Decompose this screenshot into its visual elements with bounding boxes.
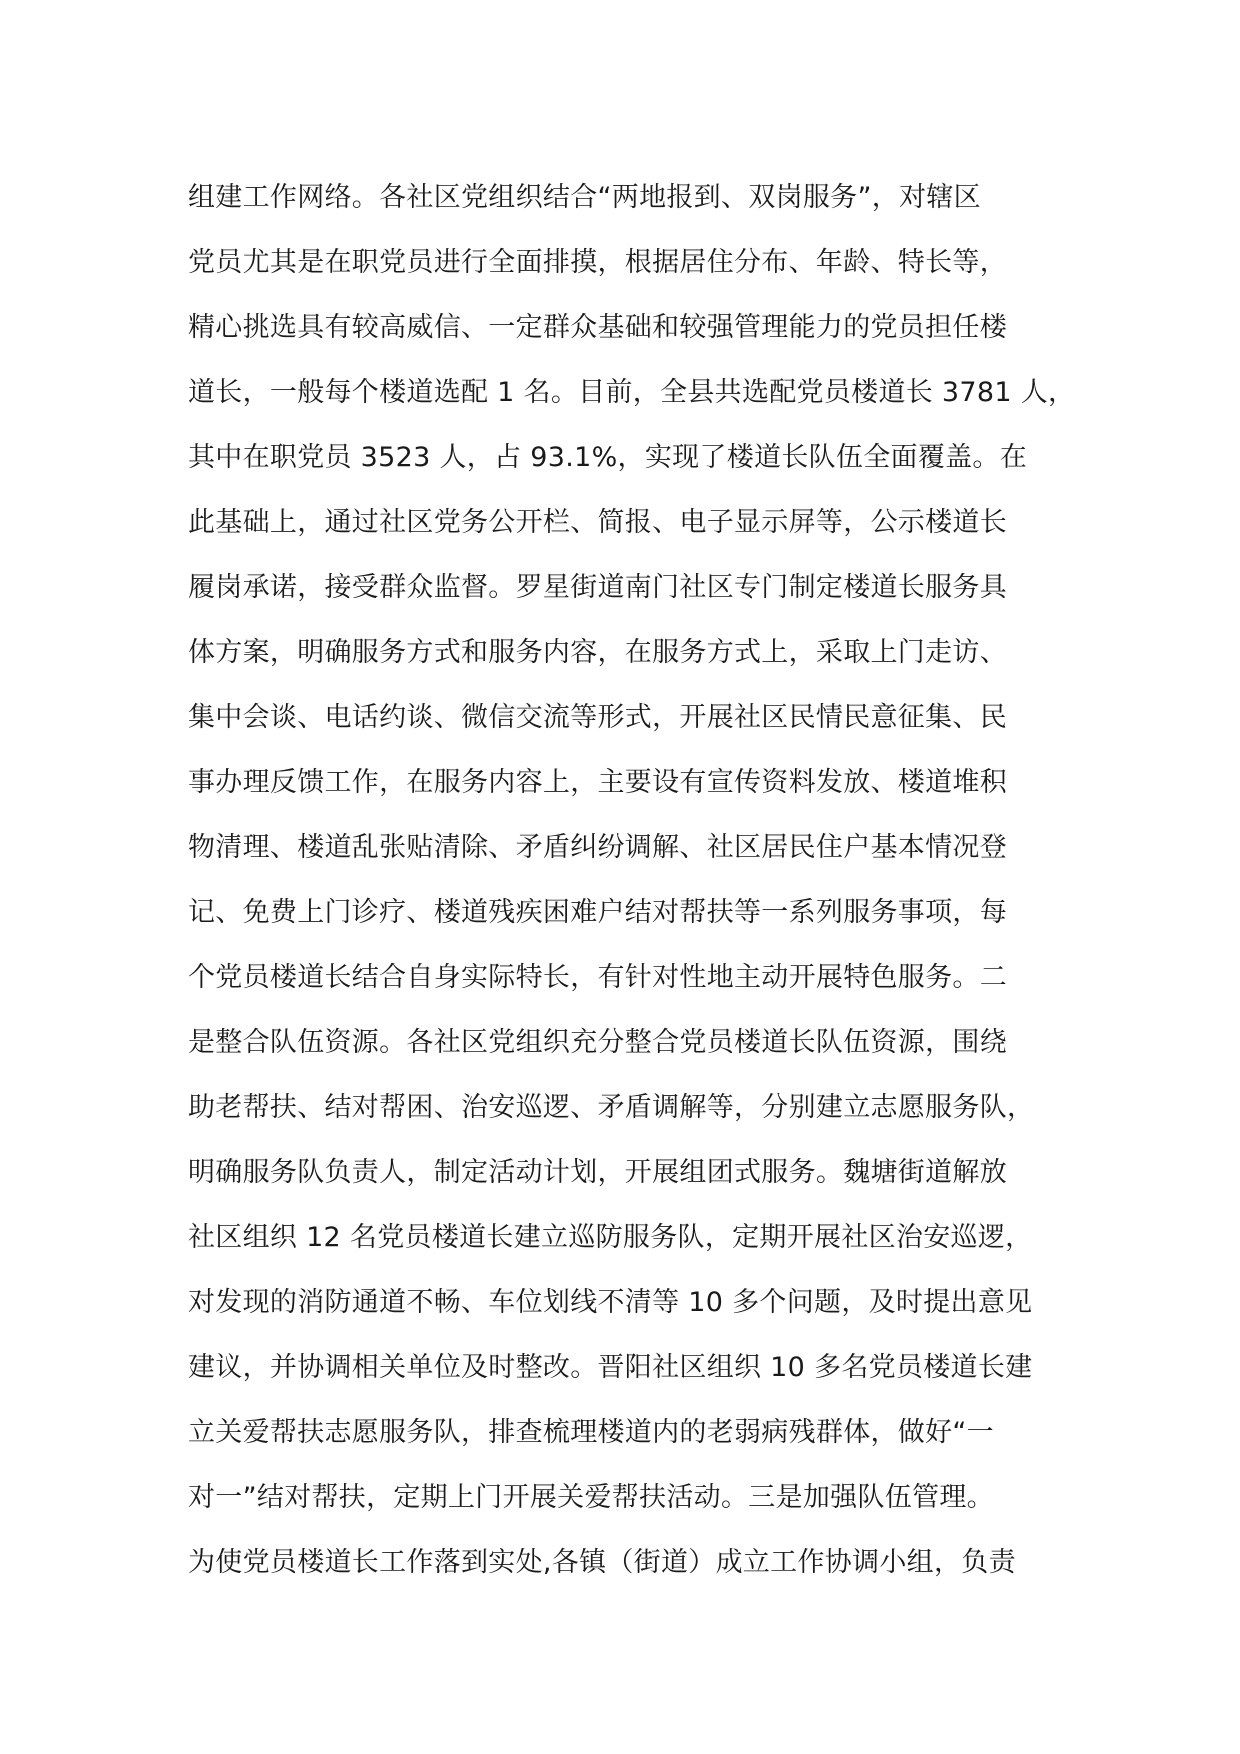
text-line-1: 组建工作网络。各社区党组织结合“两地报到、双岗服务”，对辖区 — [188, 182, 981, 213]
text-line-8: 体方案，明确服务方式和服务内容，在服务方式上，采取上门走访、 — [188, 637, 1007, 668]
text-line-10: 事办理反馈工作，在服务内容上，主要设有宣传资料发放、楼道堆积 — [188, 767, 1007, 798]
text-line-17: 社区组织 12 名党员楼道长建立巡防服务队，定期开展社区治安巡逻， — [188, 1222, 1033, 1253]
text-line-14: 是整合队伍资源。各社区党组织充分整合党员楼道长队伍资源，围绕 — [188, 1027, 1007, 1058]
text-line-5: 其中在职党员 3523 人，占 93.1%，实现了楼道长队伍全面覆盖。在 — [188, 442, 1028, 473]
text-line-11: 物清理、楼道乱张贴清除、矛盾纠纷调解、社区居民住户基本情况登 — [188, 832, 1007, 863]
text-line-2: 党员尤其是在职党员进行全面排摸，根据居住分布、年龄、特长等， — [188, 247, 1007, 278]
text-line-9: 集中会谈、电话约谈、微信交流等形式，开展社区民情民意征集、民 — [188, 702, 1007, 733]
text-line-21: 对一”结对帮扶，定期上门开展关爱帮扶活动。三是加强队伍管理。 — [188, 1482, 994, 1513]
text-line-22: 为使党员楼道长工作落到实处,各镇（街道）成立工作协调小组，负责 — [188, 1547, 1016, 1578]
text-line-7: 履岗承诺，接受群众监督。罗星街道南门社区专门制定楼道长服务具 — [188, 572, 1007, 603]
body-text — [188, 165, 1088, 1595]
text-line-16: 明确服务队负责人，制定活动计划，开展组团式服务。魏塘街道解放 — [188, 1157, 1007, 1188]
text-line-18: 对发现的消防通道不畅、车位划线不清等 10 多个问题，及时提出意见 — [188, 1287, 1033, 1318]
text-line-20: 立关爱帮扶志愿服务队，排查梳理楼道内的老弱病残群体，做好“一 — [188, 1417, 994, 1448]
text-line-4: 道长，一般每个楼道选配 1 名。目前，全县共选配党员楼道长 3781 人， — [188, 377, 1076, 408]
text-line-13: 个党员楼道长结合自身实际特长，有针对性地主动开展特色服务。二 — [188, 962, 1007, 993]
text-line-12: 记、免费上门诊疗、楼道残疾困难户结对帮扶等一系列服务事项，每 — [188, 897, 1007, 928]
text-line-19: 建议，并协调相关单位及时整改。晋阳社区组织 10 多名党员楼道长建 — [188, 1352, 1033, 1383]
text-line-15: 助老帮扶、结对帮困、治安巡逻、矛盾调解等，分别建立志愿服务队， — [188, 1092, 1035, 1123]
text-line-6: 此基础上，通过社区党务公开栏、简报、电子显示屏等，公示楼道长 — [188, 507, 1007, 538]
text-line-3: 精心挑选具有较高威信、一定群众基础和较强管理能力的党员担任楼 — [188, 312, 1007, 343]
